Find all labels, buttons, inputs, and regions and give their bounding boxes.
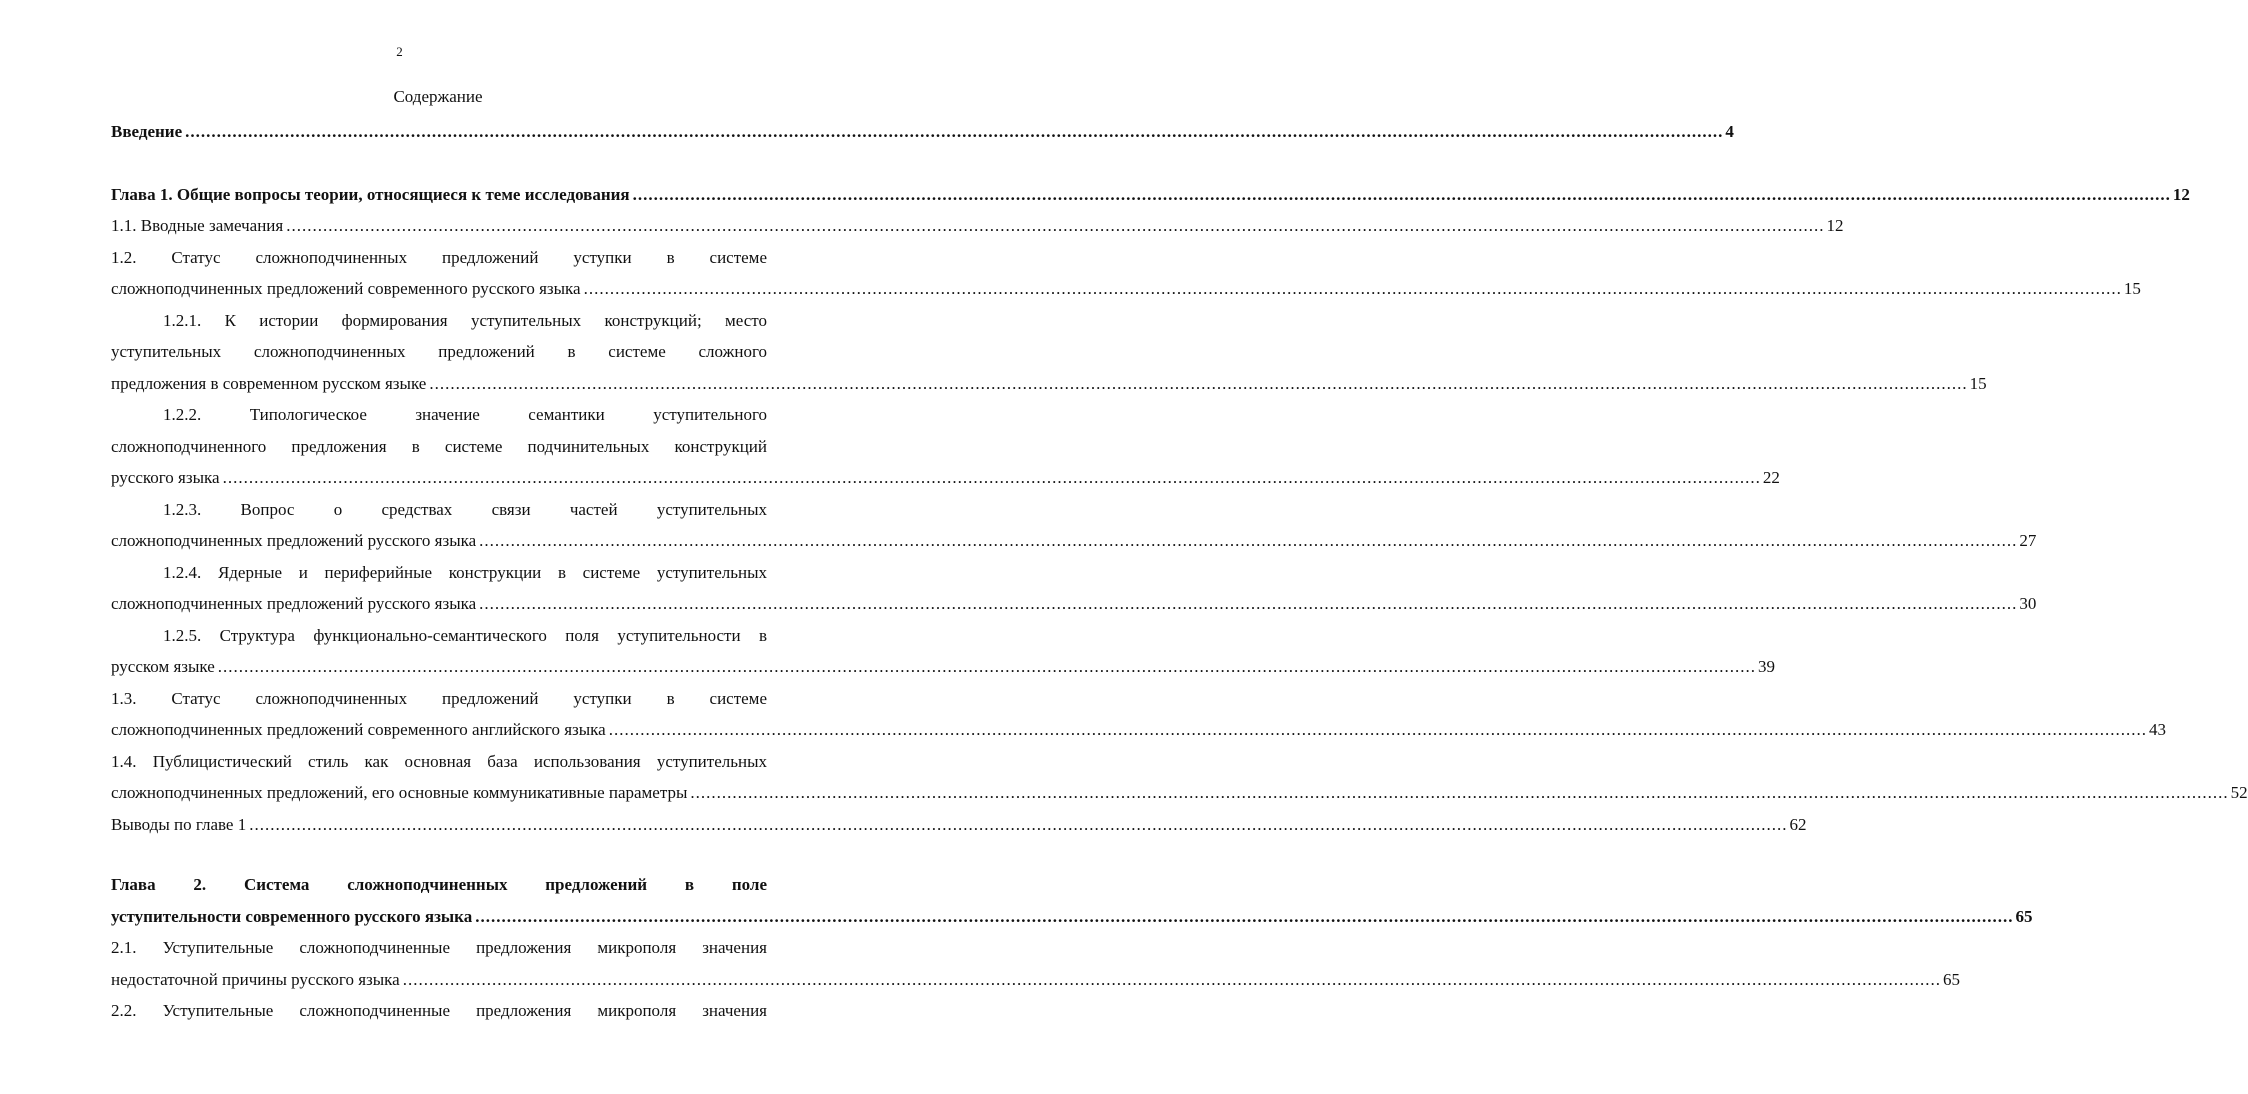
dot-leader (476, 588, 2019, 620)
toc-page-number: 52 (2230, 783, 2248, 802)
toc-page-number: 15 (1969, 373, 1987, 393)
dot-leader (581, 273, 2124, 305)
dot-leader (283, 210, 1826, 242)
dot-leader (246, 809, 1789, 841)
toc-entry-line: уступительности современного русского языка (111, 906, 473, 926)
toc-page-number: 4 (1725, 122, 1734, 141)
dot-leader (606, 714, 2149, 746)
page-number: 2 (396, 44, 403, 59)
toc-entry-line: 1.4. Публицистический стиль как основная база использования уступительных (111, 751, 767, 771)
toc-entry-line: 1.2.5. Структура функционально-семантического поля уступительности в (163, 625, 767, 645)
toc-page-number: 12 (2172, 184, 2190, 204)
toc-entry-line: 1.3. Статус сложноподчиненных предложений уступки в системе (111, 688, 767, 708)
toc-entry-line: сложноподчиненного предложения в системе подчинительных конструкций (111, 436, 767, 456)
toc-entry-2-1[interactable] (111, 932, 1960, 995)
section-spacer (111, 840, 767, 869)
toc-entry-title: 1.1. Вводные замечания (111, 216, 284, 235)
toc-entry-line: сложноподчиненных предложений современного английского языка (111, 720, 606, 739)
toc-entry-line: предложения в современном русском языке (111, 373, 427, 393)
dot-leader (472, 901, 2015, 933)
toc-entry-line: 2.1. Уступительные сложноподчиненные предложения микрополя значения (111, 938, 767, 957)
toc-entry-line: русском языке (111, 657, 215, 676)
toc-entry-line: сложноподчиненных предложений русского языка (111, 531, 477, 550)
toc-entry-1-3[interactable] (111, 683, 2166, 746)
toc-entry-title: Выводы по главе 1 (111, 814, 247, 834)
toc-entry-line: уступительных сложноподчиненных предложений в системе сложного (111, 342, 767, 361)
toc-entry-line: недостаточной причины русского языка (111, 969, 400, 989)
toc-page-number: 30 (2019, 594, 2037, 613)
toc-entry-1-2-2[interactable] (111, 399, 1780, 494)
toc-page-number: 62 (1789, 814, 1807, 834)
toc-entry-line: сложноподчиненных предложений русского языка (111, 594, 477, 613)
toc-entry-2-2[interactable] (111, 995, 767, 1027)
toc-entry-chapter-1[interactable] (111, 179, 2190, 211)
dot-leader (182, 116, 1725, 148)
table-of-contents (111, 116, 2248, 1027)
dot-leader (476, 525, 2019, 557)
toc-entry-line: 1.2.4. Ядерные и периферийные конструкции в системе уступительных (163, 562, 767, 582)
toc-entry-line: 1.2.3. Вопрос о средствах связи частей уступительных (163, 499, 767, 519)
toc-entry-1-2-3[interactable] (111, 494, 2037, 557)
toc-entry-intro[interactable] (111, 116, 1734, 148)
page-title: Содержание (393, 87, 483, 106)
toc-entry-line: 1.2. Статус сложноподчиненных предложений уступки в системе (111, 247, 767, 267)
dot-leader (687, 777, 2230, 809)
dot-leader (426, 368, 1969, 400)
section-spacer (111, 148, 767, 179)
toc-entry-title: Введение (111, 122, 183, 141)
toc-entry-1-4[interactable] (111, 746, 2248, 809)
toc-entry-1-2[interactable] (111, 242, 2141, 305)
toc-entry-line: 1.2.1. К истории формирования уступительных конструкций; место (163, 310, 767, 330)
dot-leader (400, 964, 1943, 996)
toc-entry-line: сложноподчиненных предложений современного русского языка (111, 279, 581, 298)
toc-entry-line: сложноподчиненных предложений, его основные коммуникативные параметры (111, 783, 688, 802)
toc-entry-chapter-2[interactable] (111, 869, 2033, 932)
toc-entry-line: русского языка (111, 468, 220, 487)
toc-page-number: 65 (1942, 969, 1960, 989)
toc-entry-1-2-4[interactable] (111, 557, 2037, 620)
toc-page-number: 12 (1826, 216, 1844, 235)
toc-page-number: 22 (1762, 468, 1780, 487)
toc-page-number: 15 (2123, 279, 2141, 298)
toc-entry-1-2-1[interactable] (111, 305, 1987, 400)
toc-entry-1-1[interactable] (111, 210, 1844, 242)
toc-page-number: 65 (2015, 906, 2033, 926)
dot-leader (630, 179, 2173, 211)
dot-leader (220, 462, 1763, 494)
toc-page-number: 39 (1758, 657, 1776, 676)
toc-page-number: 43 (2148, 720, 2166, 739)
toc-entry-line: 2.2. Уступительные сложноподчиненные предложения микрополя значения (111, 1001, 767, 1020)
toc-entry-line: 1.2.2. Типологическое значение семантики уступительного (163, 405, 767, 424)
toc-page-number: 27 (2019, 531, 2037, 550)
toc-entry-1-2-5[interactable] (111, 620, 1776, 683)
toc-entry-title: Глава 1. Общие вопросы теории, относящиеся к теме исследования (111, 184, 630, 204)
dot-leader (215, 651, 1758, 683)
toc-entry-chapter-1-conclusions[interactable] (111, 809, 1807, 841)
toc-entry-line: Глава 2. Система сложноподчиненных предложений в поле (111, 875, 767, 894)
